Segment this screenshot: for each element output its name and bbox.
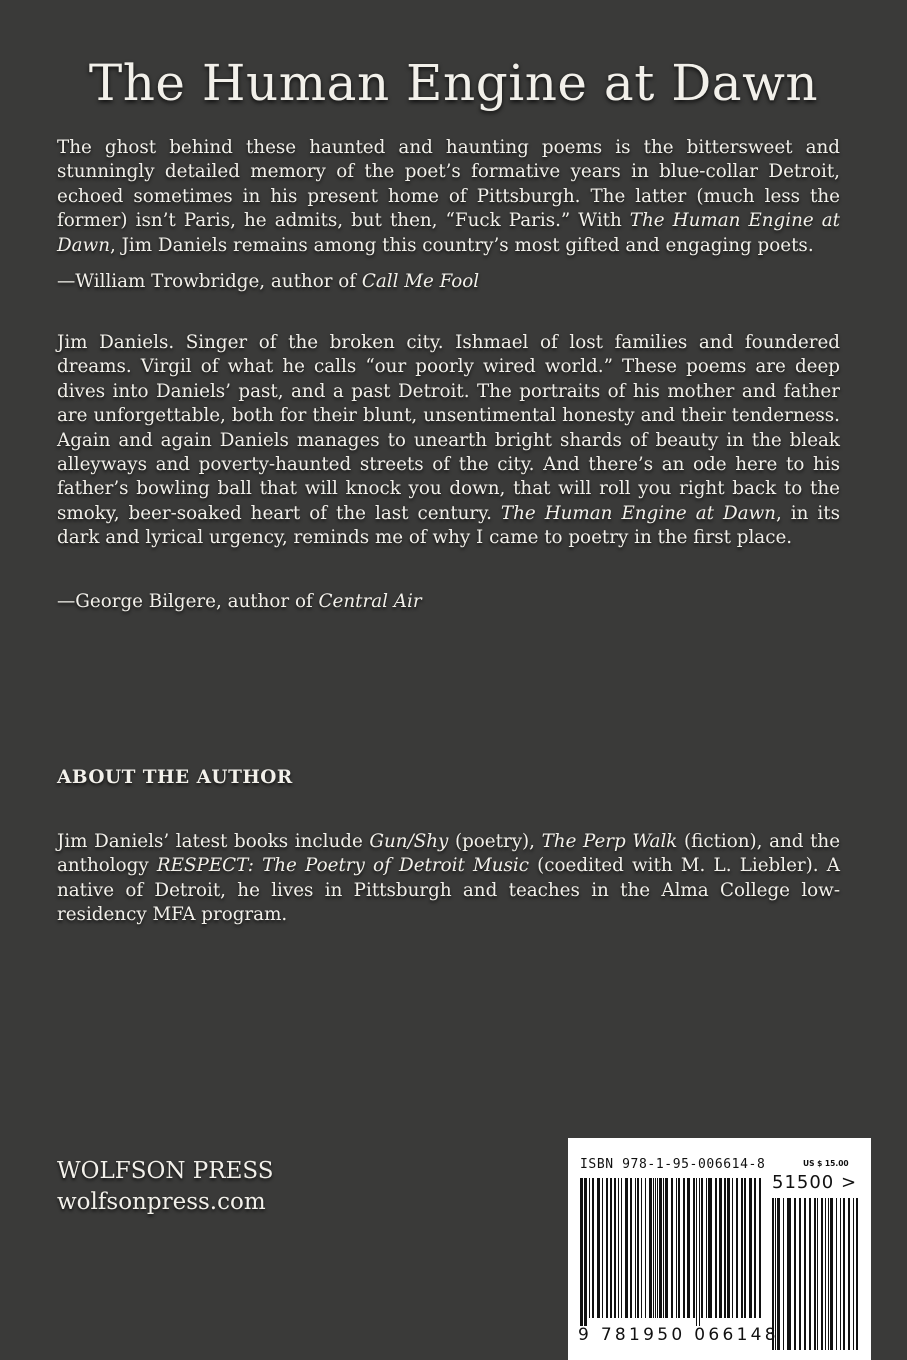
barcode-bar bbox=[678, 1178, 680, 1318]
ean-digits: 9 781950 066148 bbox=[578, 1325, 779, 1345]
barcode-bar bbox=[744, 1178, 746, 1318]
barcode-bar bbox=[641, 1178, 642, 1318]
barcode-bar bbox=[693, 1178, 695, 1318]
barcode-bar bbox=[741, 1178, 743, 1318]
barcode-bar bbox=[856, 1198, 858, 1350]
barcode-bar bbox=[637, 1178, 639, 1318]
barcode-bar bbox=[683, 1178, 685, 1318]
barcode-bar bbox=[606, 1178, 608, 1318]
barcode-bar bbox=[708, 1178, 712, 1318]
barcode-bar bbox=[665, 1178, 668, 1318]
book-title: The Human Engine at Dawn bbox=[88, 54, 819, 112]
barcode-bar bbox=[794, 1198, 796, 1350]
barcode-bar bbox=[657, 1178, 658, 1318]
barcode-bar bbox=[635, 1178, 636, 1318]
barcode-bar bbox=[825, 1198, 826, 1350]
barcode-bar bbox=[749, 1178, 752, 1318]
barcode-bar bbox=[655, 1178, 656, 1318]
barcode-bar bbox=[828, 1198, 829, 1350]
isbn-label: ISBN 978-1-95-006614-8 bbox=[580, 1157, 766, 1172]
barcode-bar bbox=[706, 1178, 707, 1318]
barcode-bar bbox=[614, 1178, 616, 1318]
barcode-bar bbox=[843, 1198, 845, 1350]
barcode-bar bbox=[821, 1198, 823, 1350]
about-text: Jim Daniels’ latest books include Gun/Shy (poetry), The Perp Walk (fiction), and the anthology RESPECT: The Poetry of Detroit Music (coedited with M. L. Liebler). A native of Detroit, he lives in Pittsburgh and teaches in the Alma College low-residency MFA program. bbox=[57, 831, 841, 926]
blurb-2-attribution: —George Bilgere, author of Central Air bbox=[57, 591, 422, 612]
blurb-1-attribution: —William Trowbridge, author of Call Me Fool bbox=[57, 271, 480, 292]
barcode-bar bbox=[649, 1178, 652, 1318]
barcode-bar bbox=[736, 1178, 738, 1318]
publisher-block bbox=[57, 1156, 273, 1218]
barcode-bar bbox=[618, 1178, 619, 1318]
barcode-bar bbox=[830, 1198, 833, 1350]
price-label: US $ 15.00 bbox=[803, 1159, 849, 1168]
barcode-bar bbox=[804, 1198, 806, 1350]
barcode-bar bbox=[592, 1178, 594, 1318]
barcode-bar bbox=[727, 1178, 730, 1318]
barcode-bar bbox=[853, 1198, 854, 1350]
barcode-bar bbox=[589, 1178, 590, 1318]
barcode-bar bbox=[724, 1178, 726, 1318]
barcode-bar bbox=[671, 1178, 673, 1318]
publisher-name: WOLFSON PRESS bbox=[57, 1158, 274, 1184]
barcode-bar bbox=[630, 1178, 632, 1318]
barcode-bar bbox=[754, 1178, 756, 1318]
barcode-bar bbox=[809, 1198, 811, 1350]
barcode-bar bbox=[645, 1178, 646, 1318]
barcode-bar bbox=[715, 1178, 717, 1318]
barcode-bar bbox=[719, 1178, 722, 1318]
barcode-bar bbox=[676, 1178, 677, 1318]
barcode-bar bbox=[621, 1178, 622, 1318]
barcode-bar bbox=[814, 1198, 816, 1350]
price-code: 51500 > bbox=[772, 1172, 858, 1193]
barcode-bar bbox=[597, 1178, 600, 1318]
isbn-barcode bbox=[568, 1138, 871, 1360]
publisher-website: wolfsonpress.com bbox=[57, 1189, 266, 1215]
barcode-bar bbox=[759, 1178, 761, 1318]
barcode-bar bbox=[696, 1178, 697, 1326]
blurb-1-text: The ghost behind these haunted and haunting poems is the bittersweet and stunningly detailed memory of the poet’s formative years in blue-collar Detroit, echoed sometimes in his present home of Pittsburgh. The latter (much less the former) isn’t Paris, he admits, but then, “Fuck Paris.” With The Human Engine at Dawn, Jim Daniels remains among this country’s most gifted and engaging poets. bbox=[57, 137, 840, 256]
barcode-bar bbox=[848, 1198, 850, 1350]
barcode-bar bbox=[663, 1178, 664, 1318]
barcode-bar bbox=[653, 1178, 654, 1318]
barcode-bar bbox=[836, 1198, 837, 1350]
barcode-bar bbox=[687, 1178, 690, 1318]
barcode-bar bbox=[701, 1178, 703, 1318]
barcode-bar bbox=[625, 1178, 628, 1318]
barcode-bar bbox=[699, 1178, 700, 1326]
barcode-bar bbox=[659, 1178, 662, 1318]
barcode-bar bbox=[817, 1198, 818, 1350]
blurb-2-text: Jim Daniels. Singer of the broken city. Ishmael of lost families and foundered dreams. Virgil of what he calls “our poorly wired world.” These poems are deep dives into Daniels’ past, and a past Detroit. The portraits of his mother and father are unforgettable, both for their blunt, unsentimental honesty and their tenderness. Again and again Daniels manages to unearth bright shards of beauty in the bleak alleyways and poverty-haunted streets of the city. And there’s an ode here to his father’s bowling ball that will knock you down, that will roll you right back to the smoky, beer-soaked heart of the last century. The Human Engine at Dawn, in its dark and lyrical urgency, reminds me of why I came to poetry in the first place. bbox=[57, 332, 840, 549]
barcode-bar bbox=[799, 1198, 801, 1350]
about-heading: ABOUT THE AUTHOR bbox=[57, 767, 293, 788]
barcode-bar bbox=[610, 1178, 612, 1318]
barcode-bar bbox=[584, 1178, 587, 1326]
barcode-bar bbox=[787, 1198, 791, 1350]
barcode-bar bbox=[602, 1178, 603, 1318]
barcode-bar bbox=[840, 1198, 841, 1350]
barcode-bar bbox=[783, 1198, 784, 1350]
barcode-bar bbox=[580, 1178, 583, 1326]
barcode-bar bbox=[732, 1178, 733, 1318]
